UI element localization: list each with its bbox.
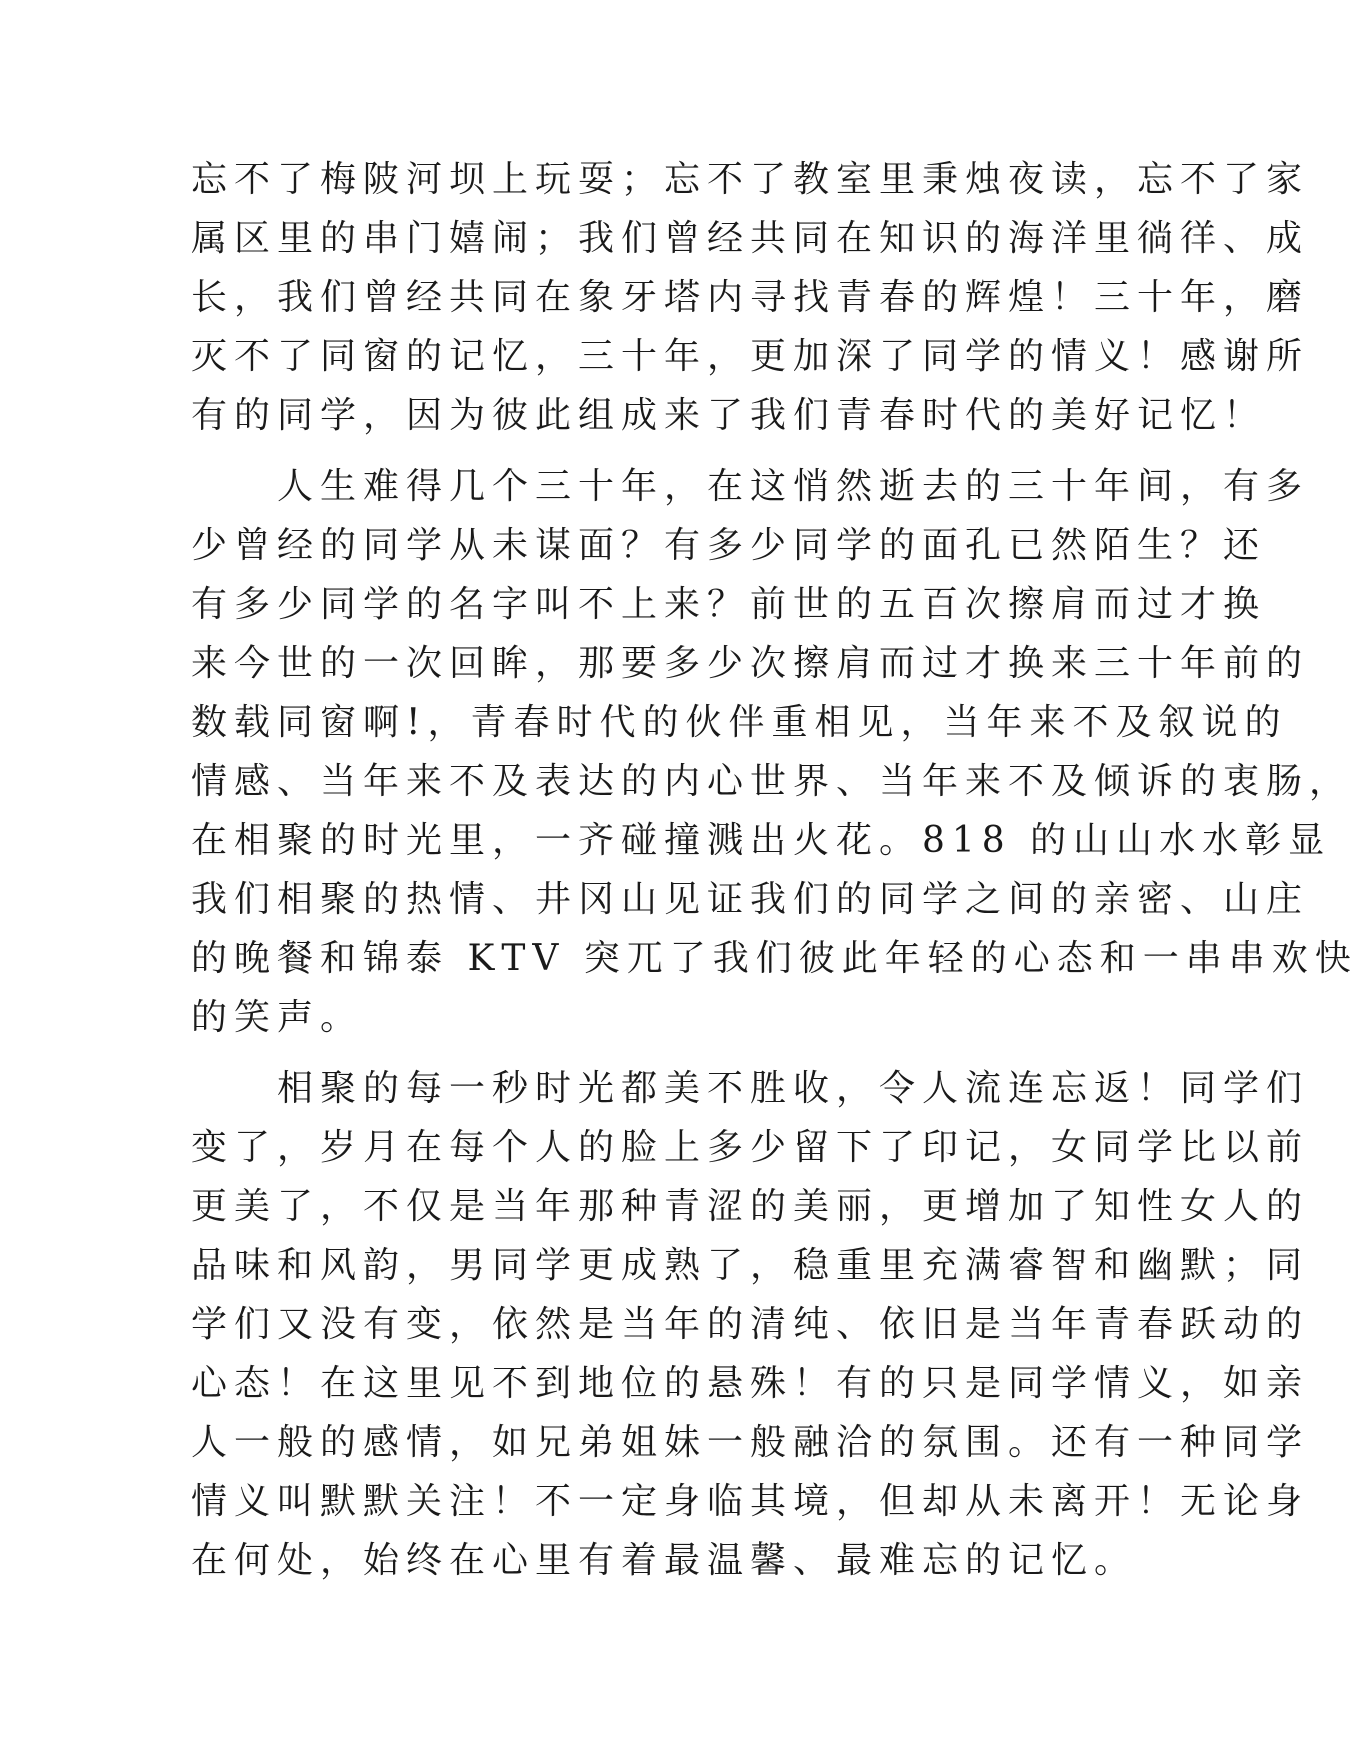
text-line: 变了，岁月在每个人的脸上多少留下了印记，女同学比以前: [191, 1127, 1310, 1168]
paragraph-spacer: [191, 445, 1051, 457]
text-line: 属区里的串门嬉闹；我们曾经共同在知识的海洋里徜徉、成: [191, 218, 1310, 259]
text-line: 长，我们曾经共同在象牙塔内寻找青春的辉煌！三十年，磨: [191, 277, 1310, 318]
text-line: 人一般的感情，如兄弟姐妹一般融洽的氛围。还有一种同学: [191, 1422, 1310, 1463]
paragraph-3: [191, 1059, 1310, 1590]
text-line: 数载同窗啊!，青春时代的伙伴重相见，当年来不及叙说的: [191, 702, 1288, 743]
text-line: 少曾经的同学从未谋面？有多少同学的面孔已然陌生？还: [191, 525, 1267, 566]
text-line: 学们又没有变，依然是当年的清纯、依旧是当年青春跃动的: [191, 1304, 1310, 1345]
text-line: 品味和风韵，男同学更成熟了，稳重里充满睿智和幽默；同: [191, 1245, 1310, 1286]
body-text: [191, 150, 1358, 1590]
text-line: 在何处，始终在心里有着最温馨、最难忘的记忆。: [191, 1540, 1138, 1581]
text-line: 灭不了同窗的记忆，三十年，更加深了同学的情义！感谢所: [191, 336, 1310, 377]
text-line: 情义叫默默关注！不一定身临其境，但却从未离开！无论身: [191, 1481, 1310, 1522]
paragraph-2: [191, 457, 1358, 1047]
text-line: 忘不了梅陂河坝上玩耍；忘不了教室里秉烛夜读，忘不了家: [191, 159, 1310, 200]
text-line: 更美了，不仅是当年那种青涩的美丽，更增加了知性女人的: [191, 1186, 1310, 1227]
text-line: 有的同学，因为彼此组成来了我们青春时代的美好记忆！: [191, 395, 1267, 436]
paragraph-spacer: [191, 1047, 1051, 1059]
text-line: 有多少同学的名字叫不上来？前世的五百次擦肩而过才换: [191, 584, 1267, 625]
text-line: 人生难得几个三十年，在这悄然逝去的三十年间，有多: [191, 466, 1310, 507]
paragraph-1: [191, 150, 1310, 445]
text-line: 相聚的每一秒时光都美不胜收，令人流连忘返！同学们: [191, 1068, 1310, 1109]
text-line: 来今世的一次回眸，那要多少次擦肩而过才换来三十年前的: [191, 643, 1310, 684]
text-line: 的笑声。: [191, 997, 364, 1038]
text-line: 我们相聚的热情、井冈山见证我们的同学之间的亲密、山庄: [191, 879, 1310, 920]
text-line: 的晚餐和锦泰 KTV 突兀了我们彼此年轻的心态和一串串欢快: [191, 938, 1358, 979]
text-line: 心态！在这里见不到地位的悬殊！有的只是同学情义，如亲: [191, 1363, 1310, 1404]
text-line: 情感、当年来不及表达的内心世界、当年来不及倾诉的衷肠，: [191, 761, 1353, 802]
text-line: 在相聚的时光里，一齐碰撞溅出火花。818 的山山水水彰显: [191, 820, 1332, 861]
